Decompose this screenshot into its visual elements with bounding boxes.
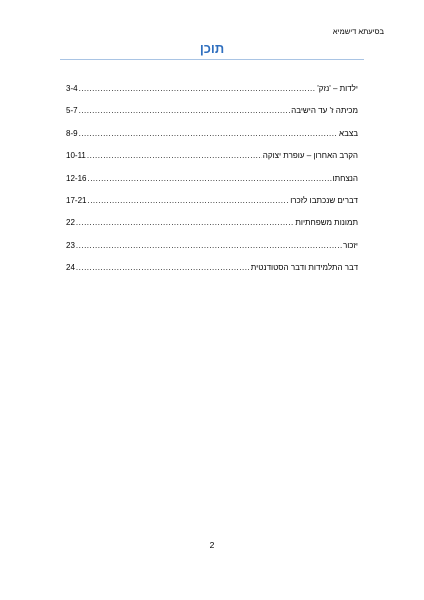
toc-entry-label: הנצחתו [332, 173, 358, 183]
page-header: בסיעתא דישמיא [332, 27, 384, 36]
toc-entry-label: תמונות משפחתיות [295, 218, 358, 228]
page-number: 2 [209, 540, 215, 550]
toc-entry-page: 23 [66, 240, 75, 250]
toc-dot-leader [79, 129, 338, 138]
toc-dot-leader [87, 174, 331, 183]
title-underline [60, 59, 364, 60]
toc-dot-leader [76, 218, 294, 227]
toc-title: תוכן [199, 41, 225, 56]
toc-entry-label: ילדות – 'נזק' [317, 84, 358, 93]
toc-entry[interactable] [66, 218, 358, 240]
toc-dot-leader [87, 151, 262, 160]
table-of-contents [66, 84, 358, 286]
toc-entry-label: מכיתה ז' עד הישיבה [291, 106, 358, 116]
toc-dot-leader [79, 106, 291, 115]
toc-entry-page: 24 [66, 263, 75, 273]
toc-entry[interactable] [66, 263, 358, 285]
toc-entry-label: הקרב האחרון – עופרת יצוקה [262, 151, 358, 161]
toc-entry[interactable] [66, 241, 358, 263]
toc-entry-page: 5-7 [66, 106, 78, 116]
toc-entry-label: דברים שנכתבו לזכרו [290, 195, 358, 205]
toc-entry-page: 3-4 [66, 84, 78, 93]
toc-dot-leader [76, 263, 250, 272]
toc-dot-leader [79, 84, 317, 93]
toc-entry-page: 12-16 [66, 173, 87, 183]
toc-entry-label: בצבא [339, 128, 358, 138]
toc-entry[interactable] [66, 129, 358, 151]
toc-entry-label: דבר התלמידות ודבר הסטודנטית [250, 263, 358, 273]
toc-entry-label: יזכור [342, 240, 358, 250]
toc-entry[interactable] [66, 196, 358, 218]
toc-entry[interactable] [66, 174, 358, 196]
toc-entry[interactable] [66, 106, 358, 128]
toc-entry-page: 22 [66, 218, 75, 228]
toc-entry[interactable] [66, 151, 358, 173]
toc-dot-leader [87, 196, 289, 205]
toc-entry-page: 8-9 [66, 128, 78, 138]
toc-entry-page: 10-11 [66, 151, 86, 161]
toc-entry-page: 17-21 [66, 195, 87, 205]
toc-entry[interactable] [66, 84, 358, 106]
toc-dot-leader [76, 241, 342, 250]
